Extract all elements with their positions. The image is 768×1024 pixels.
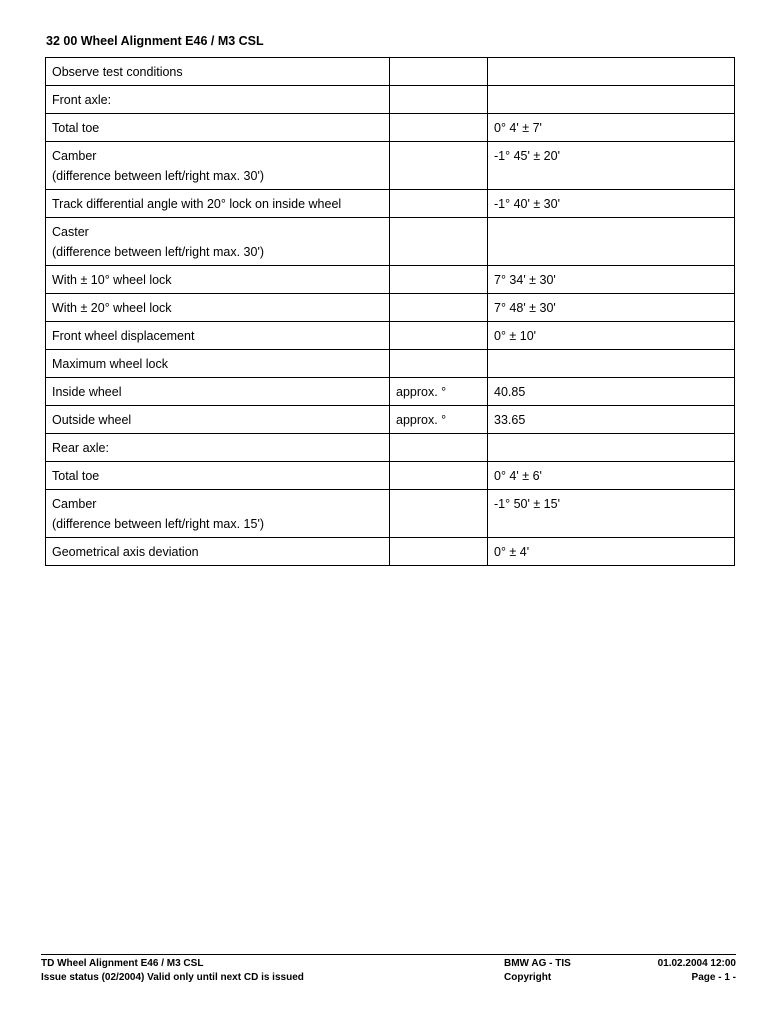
- parameter-label: Camber: [52, 497, 97, 511]
- parameter-label: Total toe: [52, 469, 100, 483]
- parameter-cell: [46, 142, 390, 190]
- parameter-label: Rear axle:: [52, 441, 109, 455]
- value-cell: 33.65: [488, 406, 735, 434]
- parameter-label: Track differential angle with 20° lock on inside wheel: [52, 197, 342, 211]
- footer-publisher: BMW AG - TIS: [504, 958, 571, 969]
- parameter-cell: [46, 266, 390, 294]
- value-cell: 7° 34' ± 30': [488, 266, 735, 294]
- footer-divider: [41, 954, 736, 955]
- parameter-label: Outside wheel: [52, 413, 132, 427]
- parameter-cell: [46, 462, 390, 490]
- table-row: [46, 378, 735, 406]
- parameter-cell: [46, 434, 390, 462]
- parameter-cell: [46, 58, 390, 86]
- qualifier-cell: [390, 266, 488, 294]
- qualifier-cell: [390, 58, 488, 86]
- parameter-label: Geometrical axis deviation: [52, 545, 199, 559]
- table-row: [46, 142, 735, 190]
- qualifier-cell: [390, 142, 488, 190]
- parameter-label: Inside wheel: [52, 385, 122, 399]
- table-row: [46, 434, 735, 462]
- footer-middle: [504, 957, 571, 985]
- parameter-cell: [46, 218, 390, 266]
- qualifier-cell: [390, 114, 488, 142]
- qualifier-cell: [390, 190, 488, 218]
- qualifier-cell: [390, 434, 488, 462]
- value-cell: 0° 4' ± 7': [488, 114, 735, 142]
- value-cell: 0° ± 4': [488, 538, 735, 566]
- parameter-note: (difference between left/right max. 15'): [52, 517, 264, 531]
- qualifier-cell: [390, 294, 488, 322]
- qualifier-cell: [390, 86, 488, 114]
- footer-issue-status: Issue status (02/2004) Valid only until next CD is issued: [41, 972, 304, 983]
- footer-right: [658, 957, 736, 985]
- table-row: [46, 294, 735, 322]
- value-cell: 40.85: [488, 378, 735, 406]
- parameter-note: (difference between left/right max. 30'): [52, 245, 264, 259]
- document-title: 32 00 Wheel Alignment E46 / M3 CSL: [46, 34, 264, 48]
- table-row: [46, 218, 735, 266]
- parameter-cell: [46, 378, 390, 406]
- parameter-label: Front wheel displacement: [52, 329, 195, 343]
- alignment-spec-table: [45, 57, 735, 566]
- parameter-label: Total toe: [52, 121, 100, 135]
- value-cell: [488, 434, 735, 462]
- qualifier-cell: [390, 538, 488, 566]
- footer-left: [41, 957, 304, 985]
- parameter-note: (difference between left/right max. 30'): [52, 169, 264, 183]
- value-cell: 0° ± 10': [488, 322, 735, 350]
- parameter-cell: [46, 322, 390, 350]
- parameter-label: With ± 20° wheel lock: [52, 301, 172, 315]
- qualifier-cell: [390, 490, 488, 538]
- table-row: [46, 350, 735, 378]
- parameter-label: Observe test conditions: [52, 65, 183, 79]
- value-cell: 7° 48' ± 30': [488, 294, 735, 322]
- value-cell: -1° 50' ± 15': [488, 490, 735, 538]
- value-cell: [488, 350, 735, 378]
- value-cell: [488, 218, 735, 266]
- qualifier-cell: approx. °: [390, 406, 488, 434]
- parameter-label: Camber: [52, 149, 97, 163]
- parameter-cell: [46, 114, 390, 142]
- parameter-cell: [46, 538, 390, 566]
- footer-date: 01.02.2004 12:00: [657, 958, 736, 969]
- footer-page-number: Page - 1 -: [691, 972, 736, 983]
- value-cell: [488, 58, 735, 86]
- parameter-cell: [46, 350, 390, 378]
- qualifier-cell: [390, 462, 488, 490]
- table-row: [46, 462, 735, 490]
- table-row: [46, 490, 735, 538]
- qualifier-cell: [390, 350, 488, 378]
- parameter-cell: [46, 294, 390, 322]
- table-row: [46, 58, 735, 86]
- value-cell: -1° 40' ± 30': [488, 190, 735, 218]
- table-row: [46, 190, 735, 218]
- parameter-label: Front axle:: [52, 93, 112, 107]
- table-row: [46, 114, 735, 142]
- table-row: [46, 266, 735, 294]
- table-row: [46, 538, 735, 566]
- qualifier-cell: [390, 218, 488, 266]
- footer-copyright: Copyright: [504, 972, 552, 983]
- value-cell: -1° 45' ± 20': [488, 142, 735, 190]
- value-cell: [488, 86, 735, 114]
- parameter-cell: [46, 190, 390, 218]
- parameter-label: With ± 10° wheel lock: [52, 273, 172, 287]
- parameter-cell: [46, 490, 390, 538]
- table-row: [46, 322, 735, 350]
- parameter-cell: [46, 86, 390, 114]
- value-cell: 0° 4' ± 6': [488, 462, 735, 490]
- table-row: [46, 86, 735, 114]
- footer-document-name: TD Wheel Alignment E46 / M3 CSL: [41, 958, 204, 969]
- parameter-label: Maximum wheel lock: [52, 357, 169, 371]
- table-row: [46, 406, 735, 434]
- parameter-cell: [46, 406, 390, 434]
- qualifier-cell: approx. °: [390, 378, 488, 406]
- parameter-label: Caster: [52, 225, 89, 239]
- qualifier-cell: [390, 322, 488, 350]
